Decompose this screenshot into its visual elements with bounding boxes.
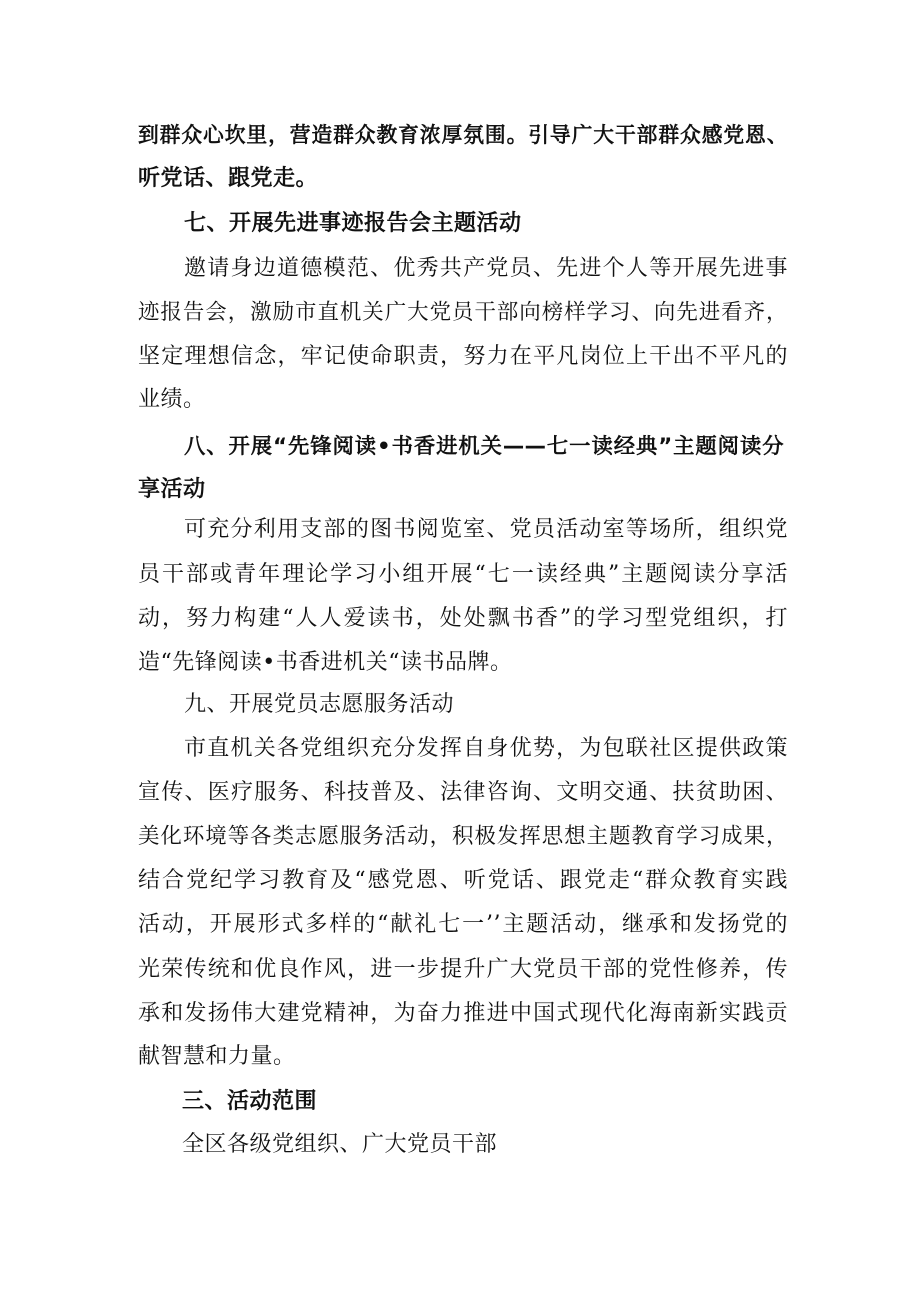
section-3-line-1: 全区各级党组织、广大党员干部 — [182, 1132, 498, 1157]
section-9-heading: 九、开展党员志愿服务活动 — [184, 692, 455, 717]
section-9-line-4: 结合党纪学习教育及“感党恩、听党话、跟党走“群众教育实践 — [138, 868, 788, 893]
section-9-line-7: 承和发扬伟大建党精神，为奋力推进中国式现代化海南新实践贡 — [138, 1001, 788, 1026]
section-9-line-2: 宣传、医疗服务、科技普及、法律咨询、文明交通、扶贫助困、 — [138, 780, 788, 805]
section-8-line-1: 可充分利用支部的图书阅览室、党员活动室等场所，组织党 — [184, 517, 788, 542]
section-9-line-6: 光荣传统和优良作风，进一步提升广大党员干部的党性修养，传 — [138, 957, 788, 982]
section-9-line-3: 美化环境等各类志愿服务活动，积极发挥思想主题教育学习成果， — [138, 824, 788, 849]
section-7-line-3: 坚定理想信念，牢记使命职责，努力在平凡岗位上干出不平凡的 — [138, 344, 788, 369]
section-7-line-1: 邀请身边道德模范、优秀共产党员、先进个人等开展先进事 — [184, 256, 788, 281]
section-7-heading: 七、开展先进事迹报告会主题活动 — [184, 211, 522, 236]
section-8-heading-line-2: 享活动 — [138, 477, 206, 502]
section-8-line-3: 动，努力构建“人人爱读书，处处飘书香”的学习型党组织，打 — [138, 606, 788, 631]
intro-line-1: 到群众心坎里，营造群众教育浓厚氛围。引导广大干部群众感党恩、 — [138, 123, 788, 147]
section-3-heading: 三、活动范围 — [182, 1089, 318, 1114]
section-8-line-2: 员干部或青年理论学习小组开展“七一读经典”主题阅读分享活 — [138, 562, 788, 587]
intro-line-2: 听党话、跟党走。 — [138, 166, 319, 191]
section-7-line-2: 迹报告会，激励市直机关广大党员干部向榜样学习、向先进看齐， — [138, 300, 788, 325]
section-7-line-4: 业绩。 — [138, 387, 206, 412]
section-8-line-4: 造“先锋阅读•书香进机关“读书品牌。 — [138, 650, 513, 675]
section-9-line-8: 献智慧和力量。 — [138, 1044, 296, 1069]
section-8-heading-line-1: 八、开展“先锋阅读•书香进机关——七一读经典”主题阅读分 — [184, 434, 784, 459]
section-9-line-1: 市直机关各党组织充分发挥自身优势，为包联社区提供政策 — [184, 736, 788, 761]
section-9-line-5: 活动，开展形式多样的“献礼七一’’主题活动，继承和发扬党的 — [138, 912, 788, 937]
